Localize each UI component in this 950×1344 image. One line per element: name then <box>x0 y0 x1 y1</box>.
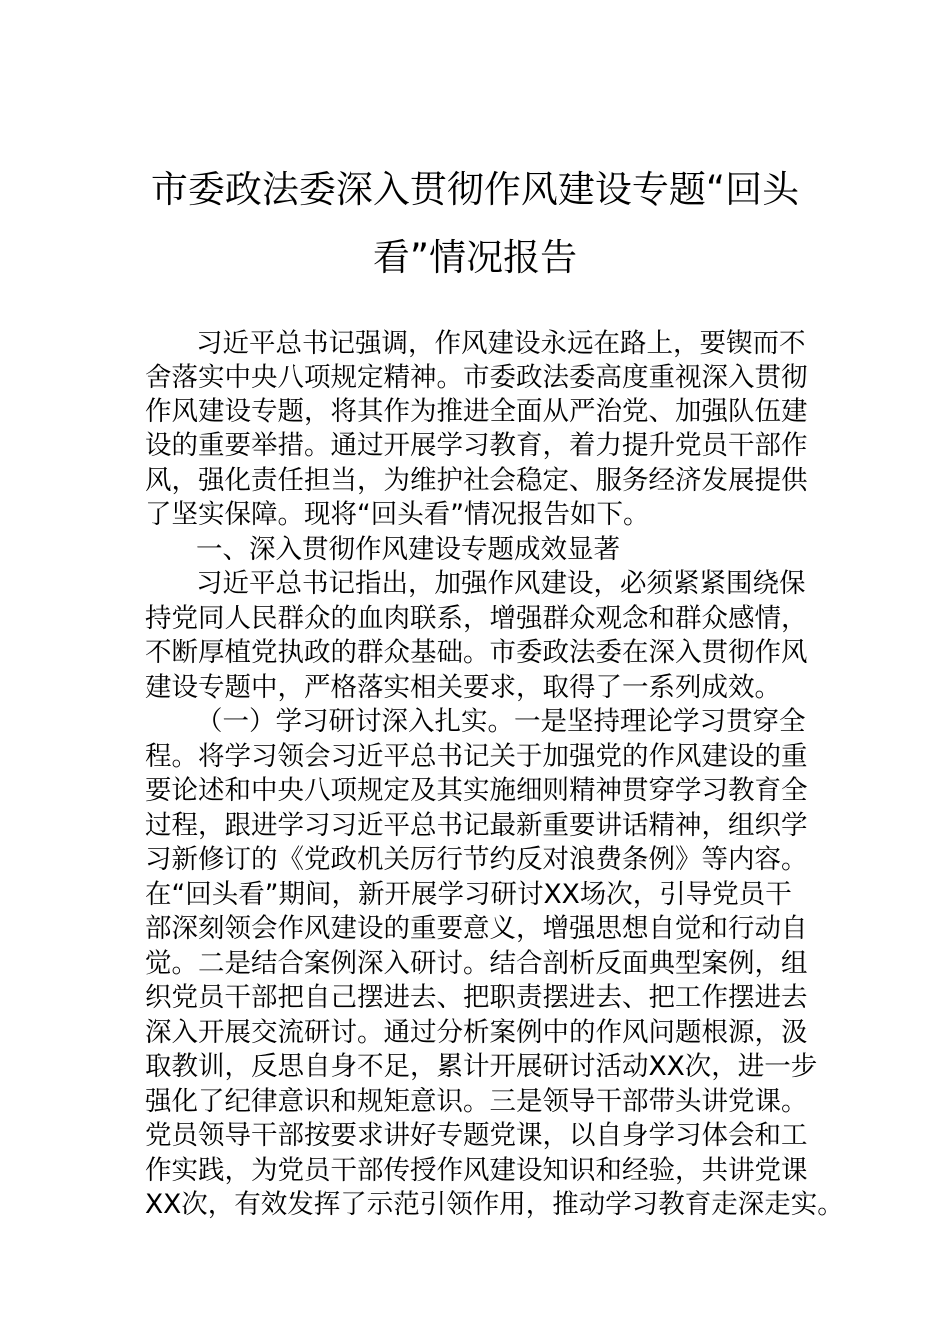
body-line: 舍落实中央八项规定精神。市委政法委高度重视深入贯彻 <box>145 362 808 393</box>
body-line: 不断厚植党执政的群众基础。市委政法委在深入贯彻作风 <box>145 637 808 668</box>
body-line: 深入开展交流研讨。通过分析案例中的作风问题根源，汲 <box>145 1017 808 1048</box>
body-line: XX次，有效发挥了示范引领作用，推动学习教育走深走实。 <box>145 1189 844 1220</box>
body-line: 了坚实保障。现将“回头看”情况报告如下。 <box>145 499 650 530</box>
body-line: 部深刻领会作风建设的重要意义，增强思想自觉和行动自 <box>145 913 808 944</box>
document-title-line-1: 市委政法委深入贯彻作风建设专题“回头 <box>150 168 800 211</box>
body-line: 党员领导干部按要求讲好专题党课，以自身学习体会和工 <box>145 1120 808 1151</box>
body-line: 习新修订的《党政机关厉行节约反对浪费条例》等内容。 <box>145 844 808 875</box>
body-line: 过程，跟进学习习近平总书记最新重要讲话精神，组织学 <box>145 810 808 841</box>
body-line: 程。将学习领会习近平总书记关于加强党的作风建设的重 <box>145 741 808 772</box>
body-line: 作风建设专题，将其作为推进全面从严治党、加强队伍建 <box>145 396 808 427</box>
body-line: 织党员干部把自己摆进去、把职责摆进去、把工作摆进去 <box>145 982 808 1013</box>
body-line: 作实践，为党员干部传授作风建设知识和经验，共讲党课 <box>145 1155 808 1186</box>
body-line: 习近平总书记强调，作风建设永远在路上，要锲而不 <box>196 328 806 359</box>
body-line: 要论述和中央八项规定及其实施细则精神贯穿学习教育全 <box>145 775 808 806</box>
body-line: （一）学习研讨深入扎实。一是坚持理论学习贯穿全 <box>196 706 806 737</box>
body-line: 觉。二是结合案例深入研讨。结合剖析反面典型案例，组 <box>145 948 808 979</box>
body-line: 风，强化责任担当，为维护社会稳定、服务经济发展提供 <box>145 465 808 496</box>
document-title-line-2: 看”情况报告 <box>372 236 578 279</box>
body-line: 在“回头看”期间，新开展学习研讨XX场次，引导党员干 <box>145 879 792 910</box>
body-line: 持党同人民群众的血肉联系，增强群众观念和群众感情， <box>145 603 808 634</box>
body-line: 设的重要举措。通过开展学习教育，着力提升党员干部作 <box>145 430 808 461</box>
body-line: 习近平总书记指出，加强作风建设，必须紧紧围绕保 <box>196 568 806 599</box>
body-line: 建设专题中，严格落实相关要求，取得了一系列成效。 <box>145 672 781 703</box>
body-line: 强化了纪律意识和规矩意识。三是领导干部带头讲党课。 <box>145 1086 808 1117</box>
body-line: 取教训，反思自身不足，累计开展研讨活动XX次，进一步 <box>145 1051 818 1082</box>
section-heading: 一、深入贯彻作风建设专题成效显著 <box>196 534 620 565</box>
